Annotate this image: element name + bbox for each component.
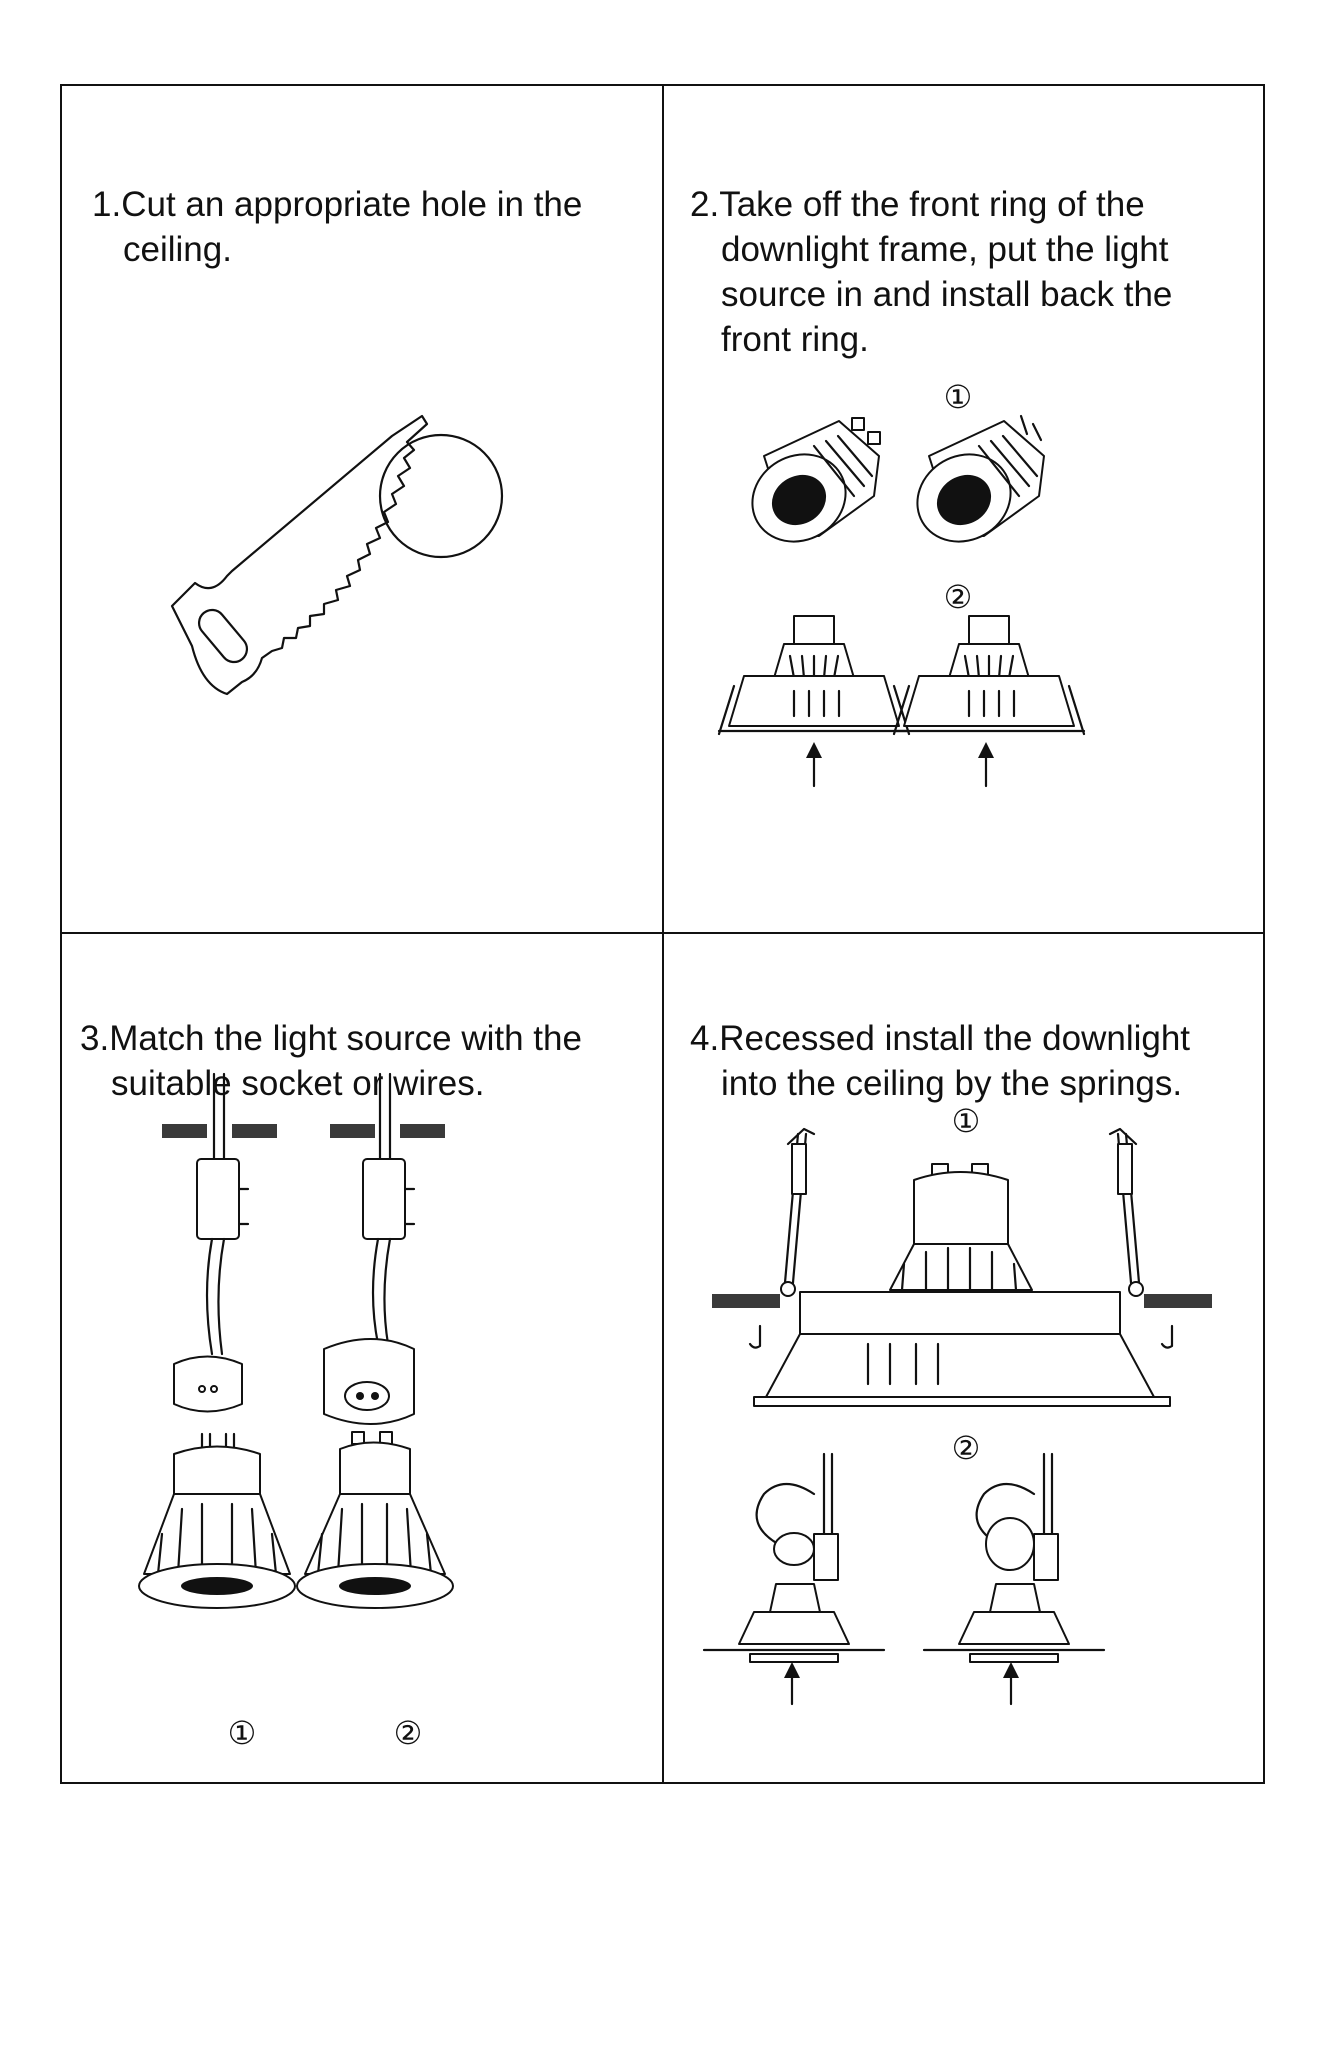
marker-two: ② <box>393 1715 423 1751</box>
step-2-number: 2. <box>690 185 720 224</box>
ceiling-bar <box>1144 1294 1212 1308</box>
downlight-frame-icon <box>754 1164 1170 1406</box>
bulb-icon <box>139 1434 295 1608</box>
step-4-line-2: into the ceiling by the springs. <box>721 1064 1183 1103</box>
hook-icon <box>750 1326 760 1348</box>
step-1-panel <box>62 86 662 932</box>
downlight-frame-icon <box>704 1454 884 1662</box>
saw-icon <box>172 416 427 694</box>
step-2-illustration <box>664 86 1265 932</box>
step-4-number: 4. <box>690 1019 720 1058</box>
spring-clip-icon <box>781 1129 814 1296</box>
step-3-number: 3. <box>80 1019 110 1058</box>
ceiling-bar <box>232 1124 277 1138</box>
marker-two: ② <box>943 579 973 615</box>
arrow-up-icon <box>978 742 994 786</box>
bulb-icon <box>736 418 880 558</box>
step-2-panel <box>664 86 1265 932</box>
step-1-line-2: ceiling. <box>123 230 232 269</box>
arrow-up-icon <box>1003 1662 1019 1704</box>
ceiling-bar <box>712 1294 780 1308</box>
saw-cutting-illustration <box>62 86 662 932</box>
marker-one: ① <box>943 379 973 415</box>
spring-clip-icon <box>1110 1129 1143 1296</box>
ceiling-bar <box>400 1124 445 1138</box>
step-2-line-1: Take off the front ring of the <box>719 185 1145 224</box>
instruction-sheet <box>60 84 1265 1784</box>
step-1-number: 1. <box>92 185 122 224</box>
downlight-frame-icon <box>719 616 909 734</box>
downlight-frame-icon <box>924 1454 1104 1662</box>
step-3-illustration <box>62 934 662 1784</box>
step-2-line-2: downlight frame, put the light <box>721 230 1169 269</box>
marker-two: ② <box>951 1430 981 1466</box>
arrow-up-icon <box>784 1662 800 1704</box>
marker-one: ① <box>227 1715 257 1751</box>
step-4-line-1: Recessed install the downlight <box>719 1019 1191 1058</box>
ceiling-bar <box>162 1124 207 1138</box>
ceiling-bar <box>330 1124 375 1138</box>
step-3-panel <box>62 934 662 1784</box>
step-1-line-1: Cut an appropriate hole in the <box>121 185 583 224</box>
step-3-line-2: suitable socket or wires. <box>111 1064 485 1103</box>
step-2-line-3: source in and install back the <box>721 275 1173 314</box>
step-4-illustration <box>664 934 1265 1784</box>
hook-icon <box>1162 1326 1172 1348</box>
arrow-up-icon <box>806 742 822 786</box>
bulb-icon <box>901 416 1044 558</box>
step-3-line-1: Match the light source with the <box>109 1019 582 1058</box>
step-4-panel <box>664 934 1265 1784</box>
downlight-frame-icon <box>894 616 1084 734</box>
step-2-line-4: front ring. <box>721 320 869 359</box>
ceiling-hole-icon <box>380 435 502 557</box>
marker-one: ① <box>951 1103 981 1139</box>
bulb-icon <box>297 1432 453 1608</box>
